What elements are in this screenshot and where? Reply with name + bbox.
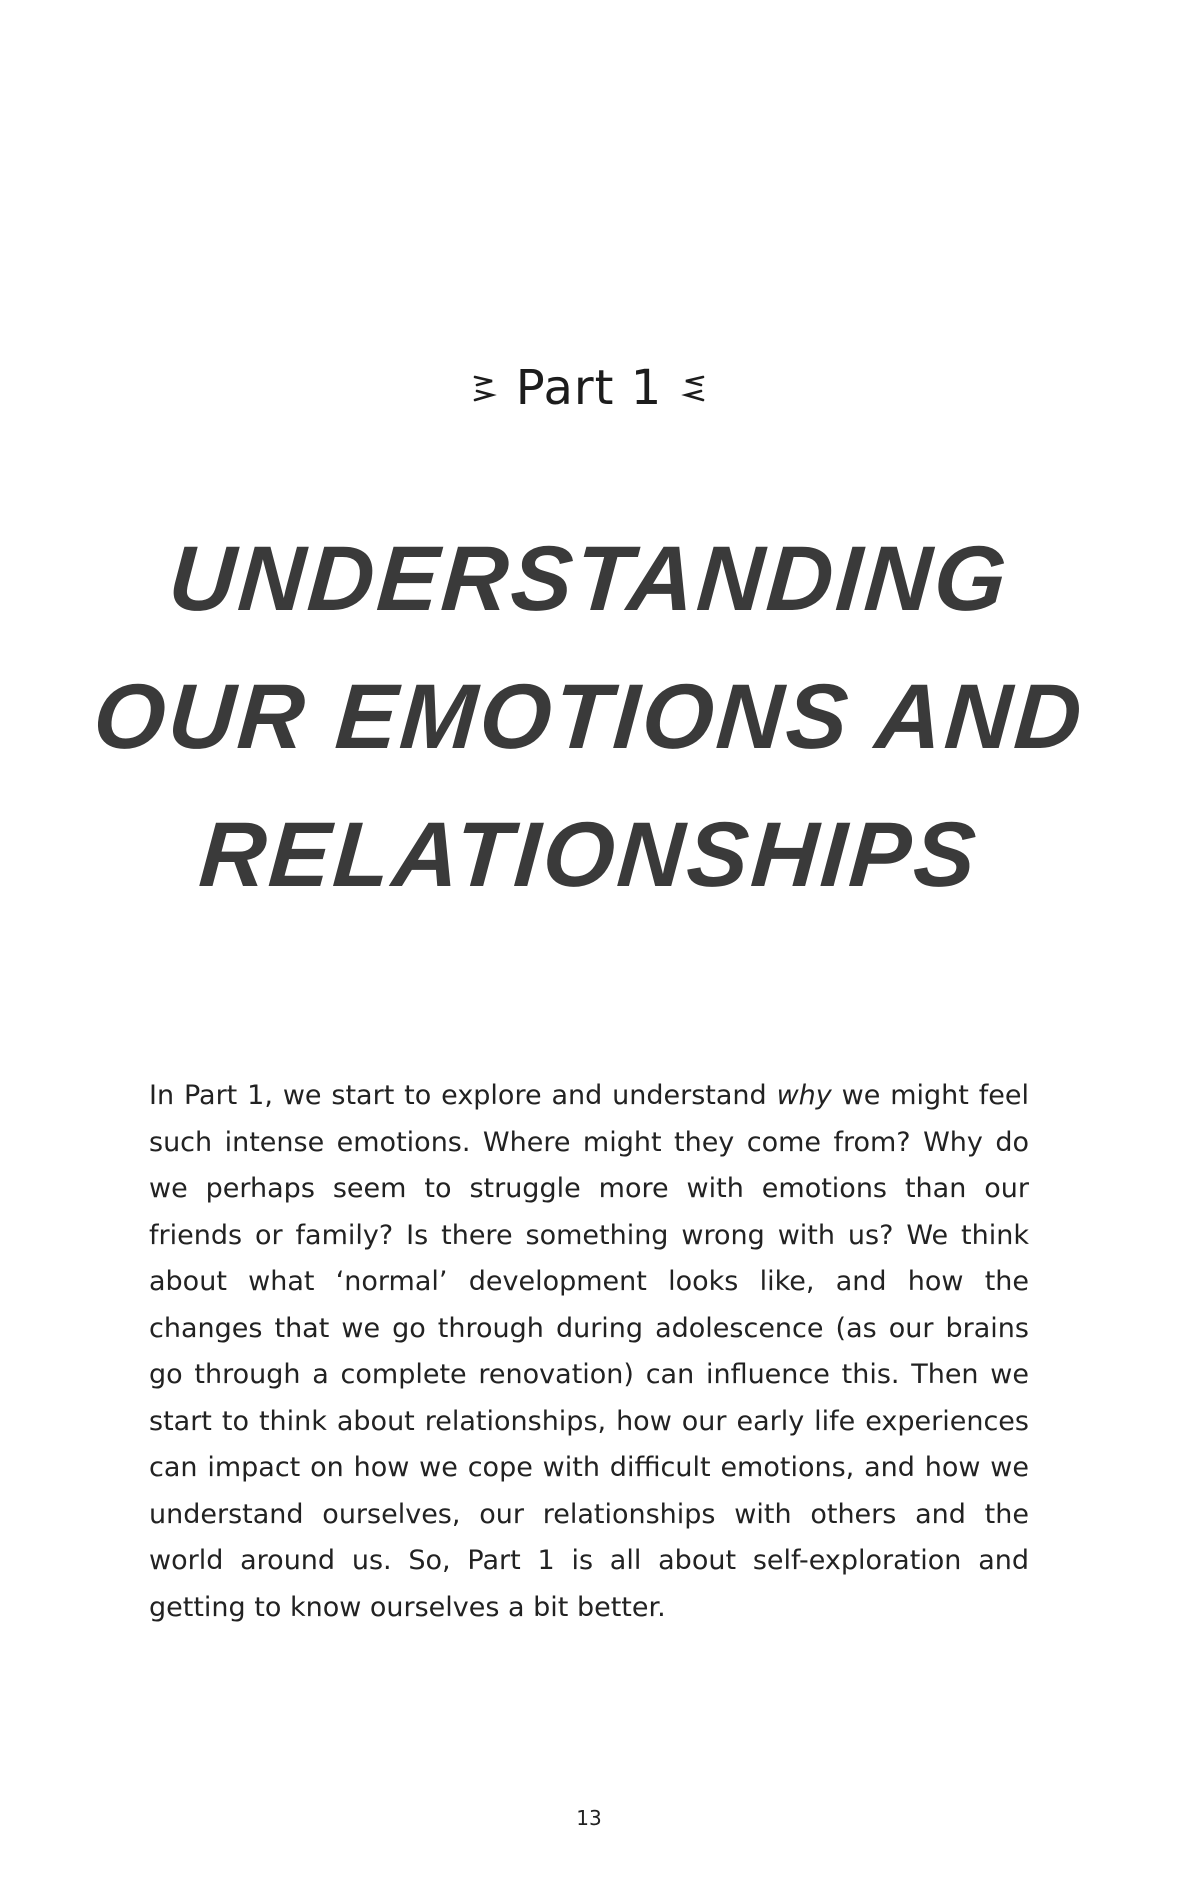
left-chevron-ornament-icon: [680, 371, 706, 405]
chapter-title: [0, 510, 1178, 924]
part-heading: [0, 360, 1178, 416]
page-number: 13: [576, 1806, 602, 1830]
title-line-3: RELATIONSHIPS: [196, 804, 982, 906]
title-line-2: OUR EMOTIONS AND: [90, 666, 1088, 768]
intro-text-start: In Part 1, we start to explore and understand: [149, 1080, 777, 1111]
intro-paragraph: [149, 1073, 1029, 1631]
intro-emphasis: why: [776, 1080, 832, 1111]
title-line-1: UNDERSTANDING: [165, 528, 1013, 630]
right-chevron-ornament-icon: [472, 371, 498, 405]
part-label: Part 1: [515, 360, 663, 416]
intro-text-rest: we might feel such intense emotions. Where might they come from? Why do we perhaps seem to struggle more with emotions than our friends or family? Is there something wrong with us? We think about what ‘normal’ development looks like, and how the changes that we go through during adolescence (as our brains go through a complete renovation) can influence this. Then we start to think about relationships, how our early life experiences can impact on how we cope with difficult emotions, and how we understand ourselves, our relationships with others and the world around us. So, Part 1 is all about self-exploration and getting to know ourselves a bit better.: [149, 1080, 1030, 1623]
